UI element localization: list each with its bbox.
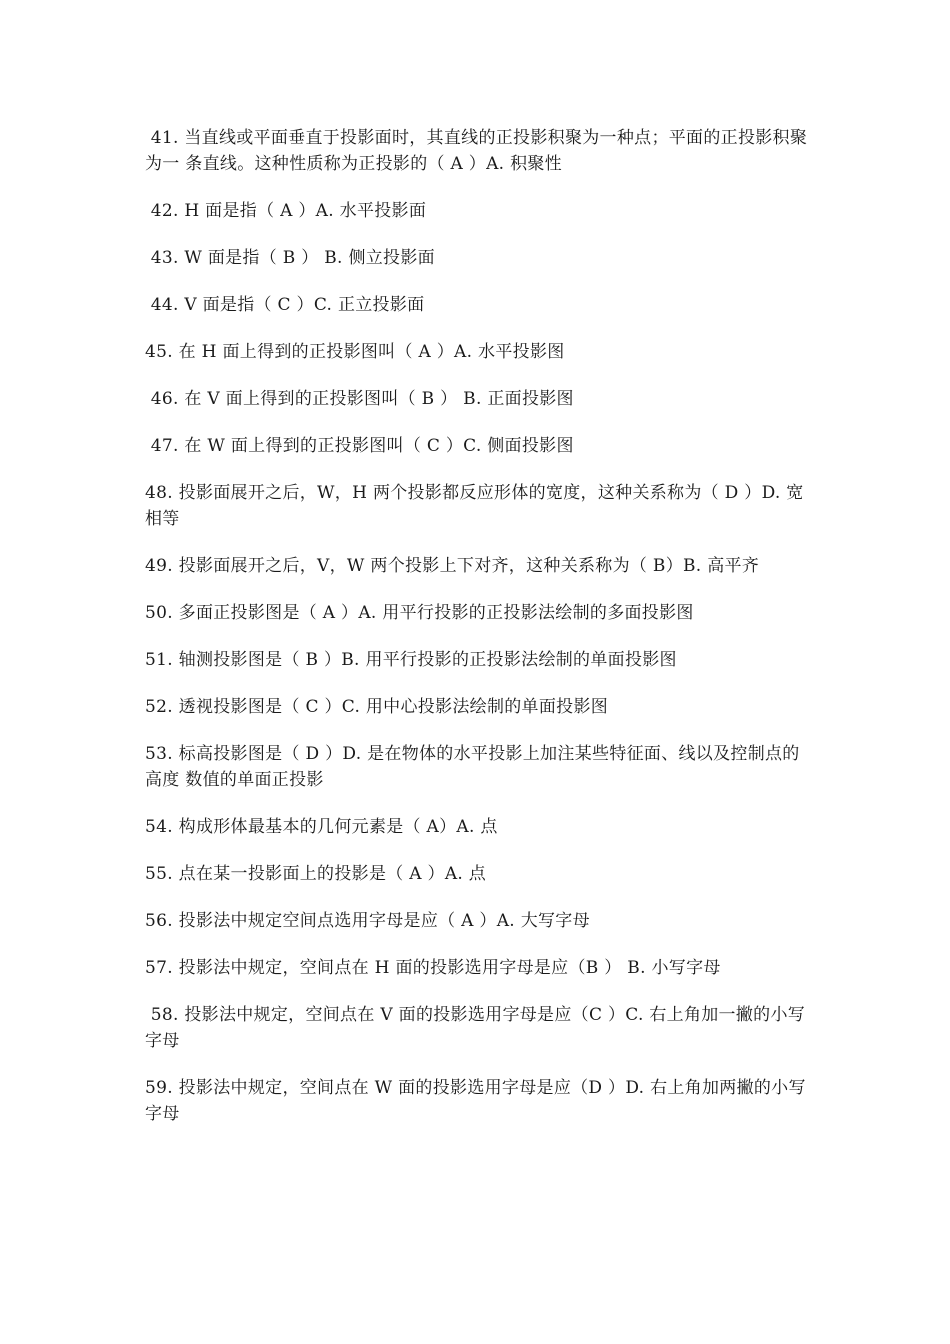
question-52: 52. 透视投影图是（ C ）C. 用中心投影法绘制的单面投影图 (145, 697, 609, 717)
question-47: 47. 在 W 面上得到的正投影图叫（ C ）C. 侧面投影图 (145, 436, 574, 456)
question-55: 55. 点在某一投影面上的投影是（ A ）A. 点 (145, 864, 487, 884)
question-51: 51. 轴测投影图是（ B ）B. 用平行投影的正投影法绘制的单面投影图 (145, 650, 677, 670)
question-list (145, 125, 810, 1148)
question-50: 50. 多面正投影图是（ A ）A. 用平行投影的正投影法绘制的多面投影图 (145, 603, 694, 623)
question-53: 53. 标高投影图是（ D ）D. 是在物体的水平投影上加注某些特征面、线以及控制点的高度 数值的单面正投影 (145, 744, 800, 790)
question-59: 59. 投影法中规定，空间点在 W 面的投影选用字母是应（D ）D. 右上角加两撇的小写字母 (145, 1078, 806, 1124)
question-58: 58. 投影法中规定，空间点在 V 面的投影选用字母是应（C ）C. 右上角加一撇的小写字母 (145, 1005, 806, 1051)
question-56: 56. 投影法中规定空间点选用字母是应（ A ）A. 大写字母 (145, 911, 590, 931)
question-48: 48. 投影面展开之后，W，H 两个投影都反应形体的宽度，这种关系称为（ D ）D. 宽相等 (145, 483, 804, 529)
question-46: 46. 在 V 面上得到的正投影图叫（ B ） B. 正面投影图 (145, 389, 574, 409)
question-41: 41. 当直线或平面垂直于投影面时，其直线的正投影积聚为一种点；平面的正投影积聚为一 条直线。这种性质称为正投影的（ A ）A. 积聚性 (145, 128, 808, 174)
question-54: 54. 构成形体最基本的几何元素是（ A）A. 点 (145, 817, 498, 837)
question-49: 49. 投影面展开之后，V，W 两个投影上下对齐，这种关系称为（ B）B. 高平齐 (145, 556, 760, 576)
question-57: 57. 投影法中规定，空间点在 H 面的投影选用字母是应（B ） B. 小写字母 (145, 958, 721, 978)
question-42: 42. H 面是指（ A ）A. 水平投影面 (145, 201, 427, 221)
question-43: 43. W 面是指（ B ） B. 侧立投影面 (145, 248, 435, 268)
question-45: 45. 在 H 面上得到的正投影图叫（ A ）A. 水平投影图 (145, 342, 565, 362)
question-44: 44. V 面是指（ C ）C. 正立投影面 (145, 295, 425, 315)
